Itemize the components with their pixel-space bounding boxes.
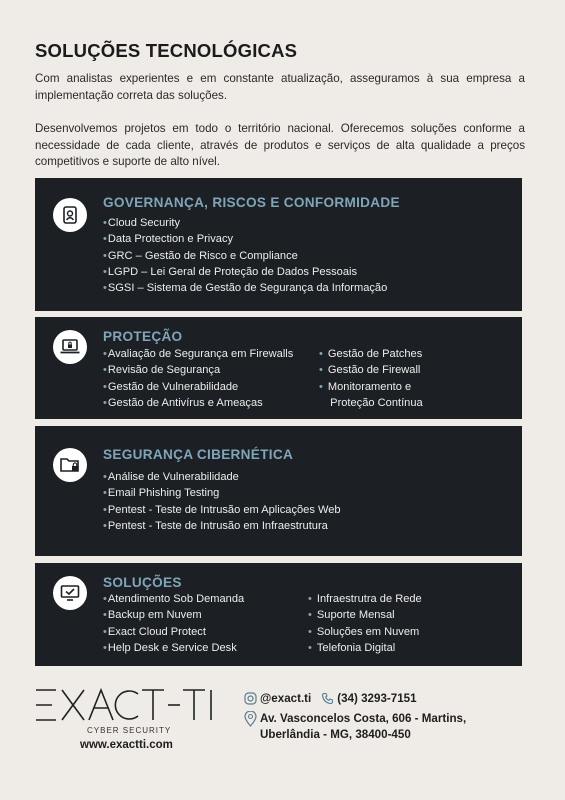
list-item: • LGPD – Lei Geral de Proteção de Dados Pessoais xyxy=(103,264,387,280)
folder-lock-icon xyxy=(53,448,87,482)
list-item: • Cloud Security xyxy=(103,215,387,231)
logo-tagline: CYBER SECURITY xyxy=(87,726,172,735)
intro-paragraph-2: Desenvolvemos projetos em todo o território nacional. Oferecemos soluções conforme a necessidade de cada cliente, através de produtos e serviços de alta qualidade a preços competitivos e suporte de alto nível. xyxy=(35,122,525,168)
list-item: Proteção Contínua xyxy=(330,396,423,409)
card-list xyxy=(319,346,423,411)
list-item: • Data Protection e Privacy xyxy=(103,231,387,247)
instagram-handle[interactable]: @exact.ti xyxy=(260,692,312,705)
card-governanca xyxy=(35,178,522,311)
list-item: • Exact Cloud Protect xyxy=(103,624,244,640)
list-item: • Pentest - Teste de Intrusão em Infraestrutura xyxy=(103,518,341,534)
list-item: • Gestão de Vulnerabilidade xyxy=(103,379,293,395)
card-solucoes xyxy=(35,563,522,666)
card-list xyxy=(308,591,422,656)
card-seguranca xyxy=(35,426,522,556)
phone-icon xyxy=(321,692,334,705)
intro-paragraph-1: Com analistas experientes e em constante atualização, asseguramos à sua empresa a implementação correta das soluções. xyxy=(35,72,525,102)
list-item: • Telefonia Digital xyxy=(308,640,422,656)
list-item: • Monitoramento e xyxy=(319,379,423,395)
card-list xyxy=(103,469,341,534)
card-list xyxy=(103,215,387,296)
card-title: PROTEÇÃO xyxy=(103,329,183,344)
list-item: • Backup em Nuvem xyxy=(103,607,244,623)
list-item: • Help Desk e Service Desk xyxy=(103,640,244,656)
address-line-2: Uberlândia - MG, 38400-450 xyxy=(260,728,411,741)
list-item: • Gestão de Patches xyxy=(319,346,423,362)
list-item: • Atendimento Sob Demanda xyxy=(103,591,244,607)
website-link[interactable]: www.exactti.com xyxy=(80,739,173,751)
list-item: • GRC – Gestão de Risco e Compliance xyxy=(103,248,387,264)
list-item: • Avaliação de Segurança em Firewalls xyxy=(103,346,293,362)
page-title: SOLUÇÕES TECNOLÓGICAS xyxy=(35,40,298,61)
address-block xyxy=(244,711,466,743)
list-item: • Suporte Mensal xyxy=(308,607,422,623)
company-logo xyxy=(34,686,214,756)
location-pin-icon xyxy=(244,711,257,727)
list-item: • Infraestrutra de Rede xyxy=(308,591,422,607)
list-item: • Email Phishing Testing xyxy=(103,485,341,501)
list-item: • Pentest - Teste de Intrusão em Aplicações Web xyxy=(103,502,341,518)
instagram-icon xyxy=(244,692,257,705)
logo-wordmark xyxy=(34,686,214,724)
card-title: SEGURANÇA CIBERNÉTICA xyxy=(103,447,294,462)
address-line-1: Av. Vasconcelos Costa, 606 - Martins, xyxy=(260,712,467,725)
card-title: SOLUÇÕES xyxy=(103,575,182,590)
list-item: • SGSI – Sistema de Gestão de Segurança da Informação xyxy=(103,280,387,296)
list-item: • Gestão de Firewall xyxy=(319,362,423,378)
laptop-lock-icon xyxy=(53,330,87,364)
list-item: • Revisão de Segurança xyxy=(103,362,293,378)
list-item: • Soluções em Nuvem xyxy=(308,624,422,640)
contact-line xyxy=(244,692,417,705)
card-list xyxy=(103,346,293,411)
card-title: GOVERNANÇA, RISCOS E CONFORMIDADE xyxy=(103,195,400,210)
list-item: • Análise de Vulnerabilidade xyxy=(103,469,341,485)
card-list xyxy=(103,591,244,656)
id-badge-icon xyxy=(53,198,87,232)
monitor-check-icon xyxy=(53,576,87,610)
list-item: • Gestão de Antivírus e Ameaças xyxy=(103,395,293,411)
card-protecao xyxy=(35,317,522,419)
phone-number[interactable]: (34) 3293-7151 xyxy=(337,692,417,705)
